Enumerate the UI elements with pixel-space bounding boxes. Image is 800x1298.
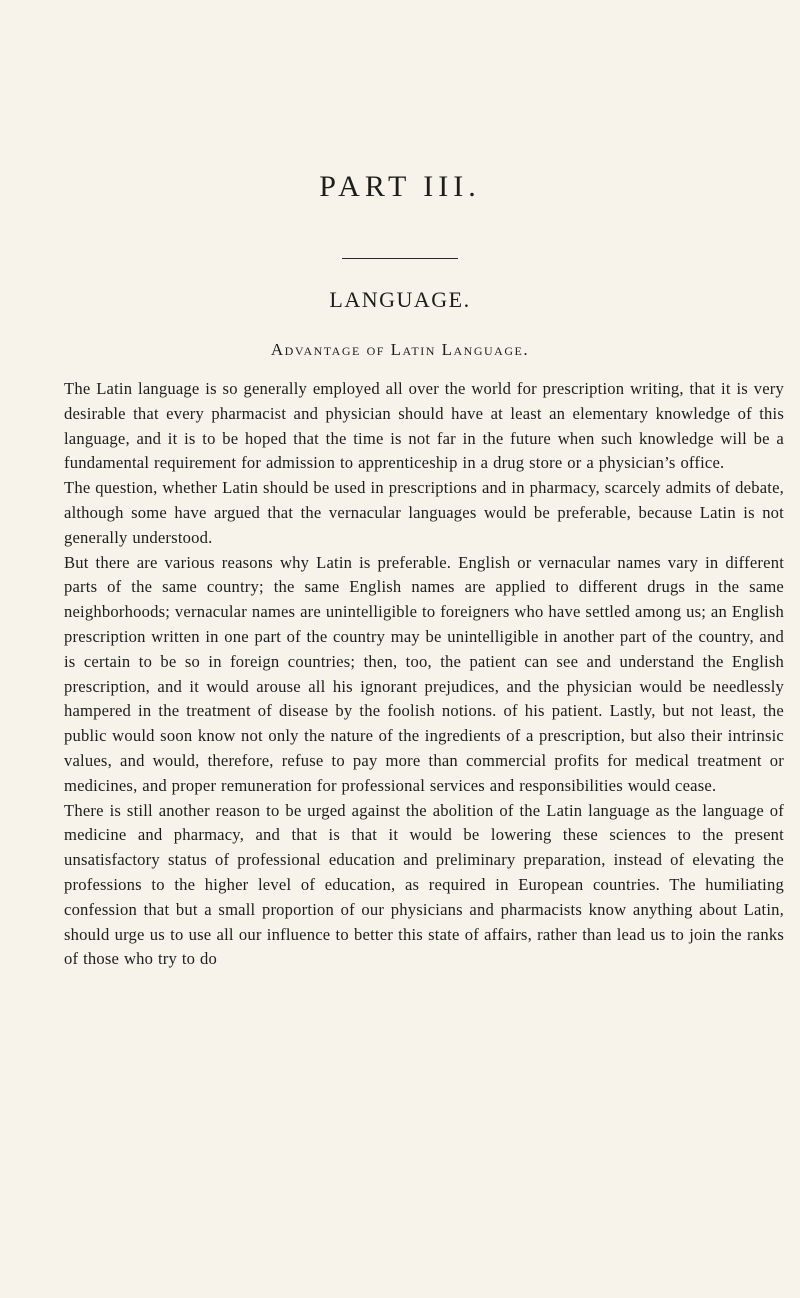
- subheading: Advantage of Latin Language.: [270, 340, 530, 359]
- part-title: PART III.: [319, 170, 481, 203]
- paragraph-3: But there are various reasons why Latin is preferable. English or vernacular names vary in different parts of the same country; the same English names are applied to different drugs in the same neighborhoods; vernacular names are unintelligible to foreigners who have settled among us; an English prescription written in one part of the country may be unintelligible in another part of the country, and is certain to be so in foreign countries; then, too, the patient can see and understand the English prescription, and it would arouse all his ignorant prejudices, and the physician would be needlessly hampered in the treatment of disease by the foolish notions. of his patient. Lastly, but not least, the public would soon know not only the nature of the ingredients of a prescription, but also their intrinsic values, and would, therefore, refuse to pay more than commercial profits for medical treatment or medicines, and proper remuneration for professional services and responsibilities would cease.: [64, 552, 784, 795]
- paragraph-1: The Latin language is so generally employed all over the world for prescription writing, that it is very desirable that every pharmacist and physician should have at least an elementary knowledge of this language, and it is to be hoped that the time is not far in the future when such knowledge will be a fundamental requirement for admission to apprenticeship in a drug store or a physician’s office.: [64, 379, 784, 473]
- section-title: LANGUAGE.: [329, 287, 471, 312]
- title-divider-rule: [342, 258, 458, 259]
- paragraph-4: There is still another reason to be urged against the abolition of the Latin language as the language of medicine and pharmacy, and that is that it would be lowering these sciences to the present unsatisfactory status of professional education and preliminary preparation, instead of elevating the professions to the higher level of education, as required in European countries. The humiliating confession that but a small proportion of our physicians and pharmacists know anything about Latin, should urge us to use all our influence to better this state of affairs, rather than lead us to join the ranks of those who try to do: [64, 800, 784, 969]
- body-text: [64, 377, 784, 972]
- paragraph-2: The question, whether Latin should be used in prescriptions and in pharmacy, scarcely admits of debate, although some have argued that the vernacular languages would be preferable, because Latin is not generally understood.: [64, 478, 784, 547]
